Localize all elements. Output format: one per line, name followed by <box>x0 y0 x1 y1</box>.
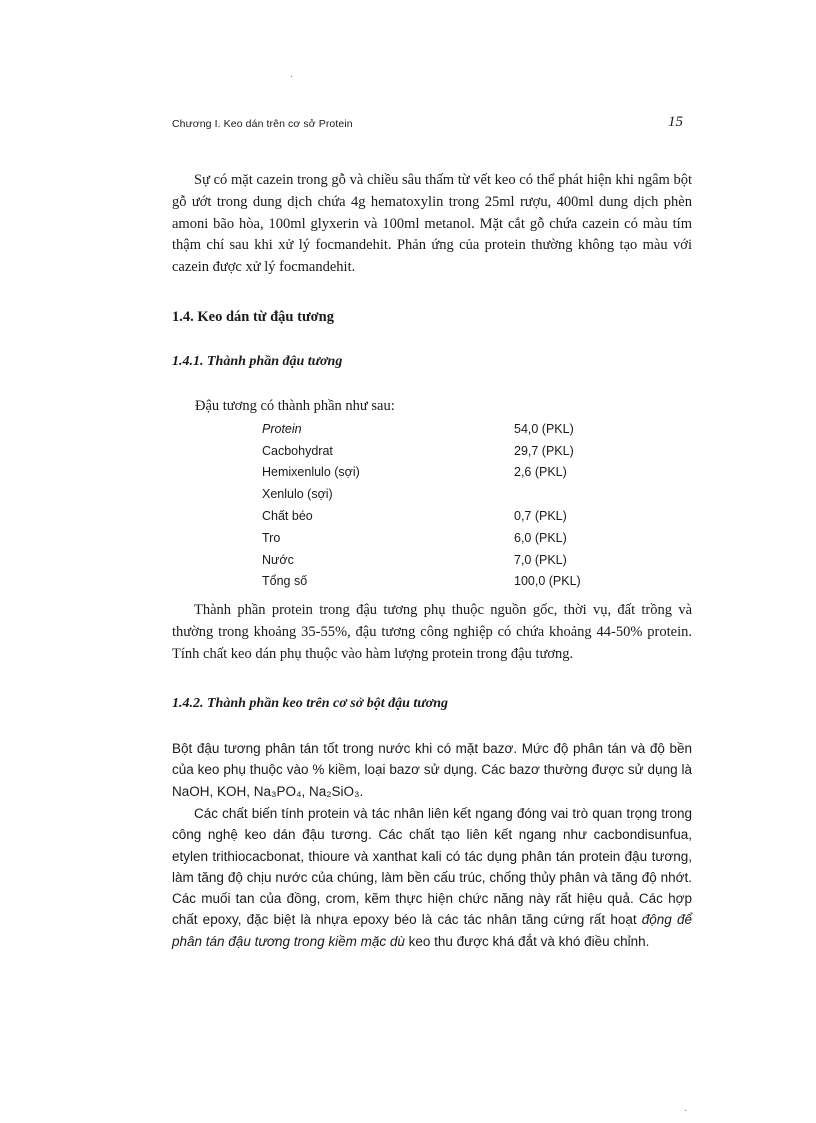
component-value: 7,0 (PKL) <box>514 552 567 567</box>
composition-row <box>262 483 634 505</box>
page-number: 15 <box>668 114 683 130</box>
component-value: 2,6 (PKL) <box>514 465 567 480</box>
subsection-heading-1-4-1: 1.4.1. Thành phần đậu tương <box>172 354 343 369</box>
component-name: Tổng số <box>262 574 308 589</box>
paragraph-text: Thành phần protein trong đậu tương phụ thuộc nguồn gốc, thời vụ, đất trồng và thường trong khoảng 35-55%, đậu tương công nghiệp có chứa khoảng 44-50% protein. Tính chất keo dán phụ thuộc vào hàm lượng protein trong đậu tương. <box>172 602 692 662</box>
composition-intro: Đậu tương có thành phần như sau: <box>195 398 395 414</box>
component-name: Protein <box>262 421 302 436</box>
composition-row <box>262 462 634 484</box>
component-value: 100,0 (PKL) <box>514 574 581 589</box>
component-value: 6,0 (PKL) <box>514 530 567 545</box>
paragraph-dispersion <box>172 738 692 802</box>
composition-row <box>262 440 634 462</box>
paragraph-crosslinking <box>172 803 692 952</box>
component-value <box>514 483 634 505</box>
composition-table <box>262 418 634 592</box>
paragraph-regular-text: Các chất biến tính protein và tác nhân liên kết ngang đóng vai trò quan trọng trong công nghệ keo dán đậu tương. Các chất tạo liên kết ngang như cacbondisunfua, etylen trithiocacbonat, thioure và xanthat kali có tác dụng phân tán protein đậu tương, làm tăng độ chịu nước của chúng, làm bền cấu trúc, chống thủy phân và tăng độ nhớt. Các muối tan của đồng, crom, kẽm thực hiện chức năng này rất hiệu quả. Các hợp chất epoxy, đặc biệt là nhựa epoxy béo là các tác nhân tăng cứng rất hoạt <box>172 806 692 928</box>
component-value: 29,7 (PKL) <box>514 443 574 458</box>
component-name: Chất béo <box>262 509 313 524</box>
paragraph-cazein <box>172 170 692 279</box>
component-name: Tro <box>262 530 281 545</box>
composition-row <box>262 527 634 549</box>
section-heading-1-4: 1.4. Keo dán từ đậu tương <box>172 309 334 325</box>
component-name: Nước <box>262 552 294 567</box>
composition-row <box>262 549 634 571</box>
component-value: 0,7 (PKL) <box>514 509 567 524</box>
scan-speck: · <box>684 1106 688 1117</box>
subsection-heading-1-4-2: 1.4.2. Thành phần keo trên cơ sở bột đậu tương <box>172 696 448 711</box>
component-name: Xenlulo (sợi) <box>262 487 333 502</box>
scan-speck: · <box>290 72 294 83</box>
running-header-title: Chương I. Keo dán trên cơ sở Protein <box>172 118 353 130</box>
paragraph-italic-text: động để phân tán đậu tương trong kiềm mặc dù <box>172 912 692 949</box>
composition-row <box>262 418 634 440</box>
paragraph-text <box>172 803 692 952</box>
paragraph-text: Sự có mặt cazein trong gỗ và chiều sâu thấm từ vết keo có thể phát hiện khi ngâm bột gỗ ướt trong dung dịch chứa 4g hematoxylin trong 25ml rượu, 400ml dung dịch phèn amoni bão hòa, 100ml glyxerin và 100ml metanol. Mặt cắt gỗ chứa cazein có màu tím thậm chí sau khi xử lý focmandehit. Phản ứng của protein thường không tạo màu với cazein được xử lý focmandehit. <box>172 172 692 276</box>
paragraph-protein-content <box>172 600 692 665</box>
composition-row <box>262 571 634 593</box>
paragraph-text: Bột đậu tương phân tán tốt trong nước khi có mặt bazơ. Mức độ phân tán và độ bền của keo phụ thuộc vào % kiềm, loại bazơ sử dụng. Các bazơ thường được sử dụng là NaOH, KOH, Na₃PO₄, Na₂SiO₃. <box>172 741 692 799</box>
component-value: 54,0 (PKL) <box>514 421 574 436</box>
component-name: Cacbohydrat <box>262 443 333 458</box>
paragraph-tail-text: keo thu được khá đắt và khó điều chỉnh. <box>404 933 650 949</box>
component-name: Hemixenlulo (sợi) <box>262 465 360 480</box>
composition-row <box>262 505 634 527</box>
